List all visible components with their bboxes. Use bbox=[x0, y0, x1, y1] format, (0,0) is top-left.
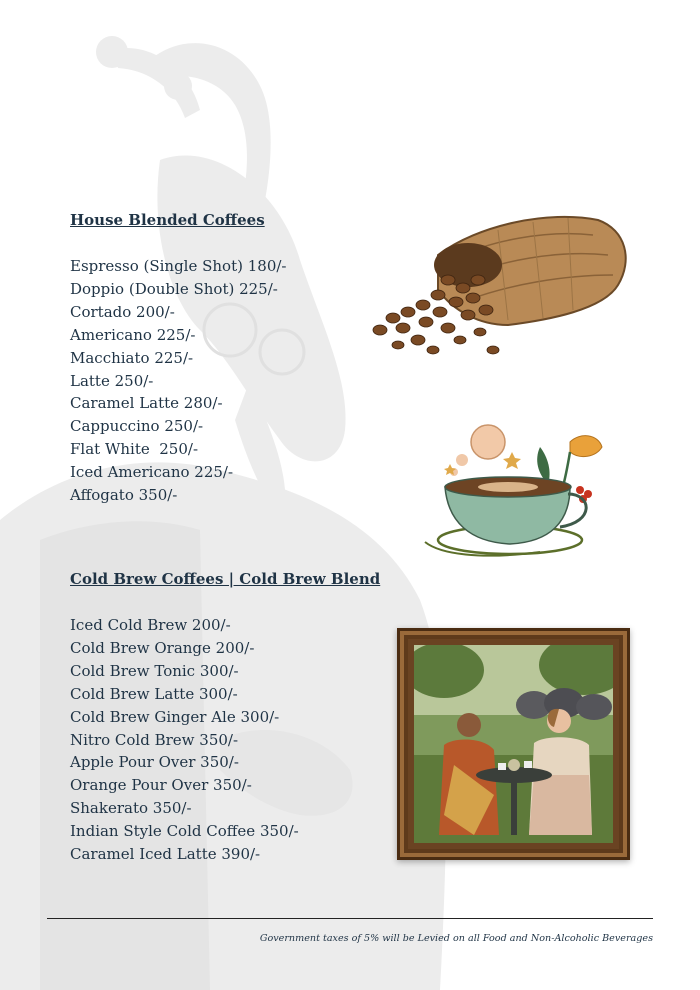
menu-item: Affogato 350/- bbox=[70, 486, 178, 505]
menu-item: Iced Cold Brew 200/- bbox=[70, 616, 231, 634]
section-title-cold-brew: Cold Brew Coffees | Cold Brew Blend bbox=[70, 570, 381, 588]
menu-item: Latte 250/- bbox=[70, 371, 154, 390]
menu-item: Cold Brew Tonic 300/- bbox=[70, 661, 239, 680]
menu-item: Shakerato 350/- bbox=[70, 799, 192, 818]
menu-item: Doppio (Double Shot) 225/- bbox=[70, 279, 278, 298]
framed-painting bbox=[397, 628, 630, 860]
menu-item: Iced Americano 225/- bbox=[70, 463, 234, 482]
menu-item: Cold Brew Ginger Ale 300/- bbox=[70, 707, 280, 726]
menu-item: Cold Brew Orange 200/- bbox=[70, 638, 255, 657]
section-title-house-blended: House Blended Coffees bbox=[70, 211, 265, 229]
menu-list-cold-brew bbox=[70, 614, 299, 866]
menu-item: Nitro Cold Brew 350/- bbox=[70, 730, 239, 749]
tax-note: Government taxes of 5% will be Levied on all Food and Non-Alcoholic Beverages bbox=[259, 933, 653, 944]
footer-divider bbox=[47, 918, 653, 919]
menu-item: Macchiato 225/- bbox=[70, 348, 194, 367]
menu-item: Americano 225/- bbox=[70, 325, 196, 344]
latte-cup-icon bbox=[420, 422, 608, 562]
menu-item: Cortado 200/- bbox=[70, 302, 175, 321]
menu-list-house-blended bbox=[70, 255, 287, 507]
menu-item: Cold Brew Latte 300/- bbox=[70, 684, 238, 703]
menu-item: Caramel Latte 280/- bbox=[70, 394, 223, 413]
coffee-bean-sack-icon bbox=[368, 200, 633, 365]
menu-item: Orange Pour Over 350/- bbox=[70, 776, 252, 795]
menu-item: Caramel Iced Latte 390/- bbox=[70, 845, 261, 864]
menu-item: Cappuccino 250/- bbox=[70, 417, 204, 436]
menu-item: Flat White 250/- bbox=[70, 440, 199, 459]
painting-tea-party-icon bbox=[414, 645, 613, 843]
menu-item: Indian Style Cold Coffee 350/- bbox=[70, 822, 299, 841]
menu-item: Apple Pour Over 350/- bbox=[70, 753, 239, 772]
menu-item: Espresso (Single Shot) 180/- bbox=[70, 257, 287, 275]
